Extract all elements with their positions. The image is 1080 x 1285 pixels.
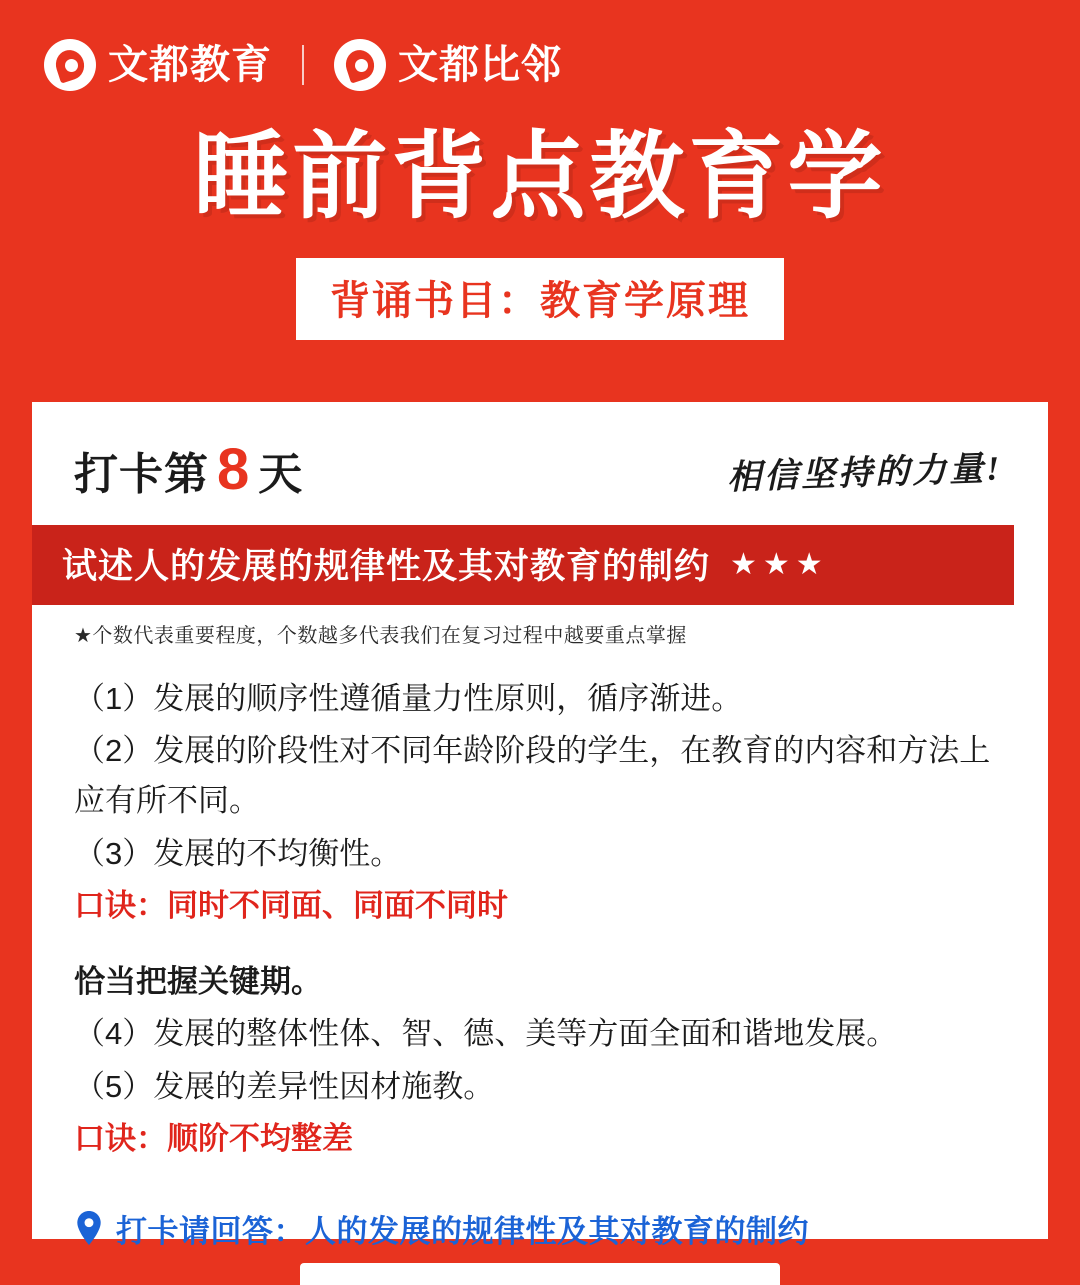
body-line: （4）发展的整体性体、智、德、美等方面全面和谐地发展。 xyxy=(74,1016,898,1052)
bottom-strip xyxy=(300,1263,780,1285)
day-counter xyxy=(74,436,303,503)
question-text: 试述人的发展的规律性及其对教育的制约 xyxy=(62,547,711,586)
brand-primary-label: 文都教育 xyxy=(108,43,272,87)
mnemonic-1-text: 同时不同面、同面不同时 xyxy=(167,887,508,923)
checkin-question: 人的发展的规律性及其对教育的制约 xyxy=(305,1213,809,1249)
card-header xyxy=(32,402,1048,521)
importance-stars: ★★★ xyxy=(730,547,829,581)
subtitle-badge: 背诵书目：教育学原理 xyxy=(296,258,784,340)
mnemonic-line-1 xyxy=(74,881,1000,931)
mnemonic-2-text: 顺阶不均整差 xyxy=(167,1120,353,1156)
body-line: （3）发展的不均衡性。 xyxy=(74,835,402,871)
mnemonic-line-2 xyxy=(74,1114,1000,1164)
brand-secondary-label: 文都比邻 xyxy=(398,43,562,87)
checkin-label: 打卡请回答： xyxy=(116,1213,305,1249)
importance-note: ★个数代表重要程度，个数越多代表我们在复习过程中越要重点掌握 xyxy=(74,625,687,647)
day-suffix: 天 xyxy=(258,450,304,499)
body-line: （1）发展的顺序性遵循量力性原则，循序渐进。 xyxy=(74,681,743,716)
question-banner xyxy=(32,525,1014,605)
title-block xyxy=(0,124,1080,340)
mnemonic-2-label: 口诀： xyxy=(74,1120,167,1156)
brand-bar xyxy=(0,0,1080,100)
day-number: 8 xyxy=(217,437,251,502)
slogan-text: 相信坚持的力量! xyxy=(726,450,1003,497)
checkin-answer-prompt xyxy=(32,1166,1048,1251)
brand-primary xyxy=(44,39,272,91)
day-prefix: 打卡第 xyxy=(74,450,209,499)
brand-secondary xyxy=(334,39,562,91)
brand-divider xyxy=(302,45,304,85)
wendu-logo-icon xyxy=(44,39,96,91)
mnemonic-1-label: 口诀： xyxy=(74,887,167,923)
body-line: （2）发展的阶段性对不同年龄阶段的学生，在教育的内容和方法上应有所不同。 xyxy=(74,733,991,819)
content-card xyxy=(32,402,1048,1249)
page-title: 睡前背点教育学 xyxy=(193,124,887,230)
wendu-bilin-logo-icon xyxy=(334,39,386,91)
location-pin-icon xyxy=(76,1211,102,1245)
key-period-line: 恰当把握关键期。 xyxy=(74,964,322,1000)
body-line: （5）发展的差异性因材施教。 xyxy=(74,1068,495,1104)
answer-body xyxy=(32,648,1048,1164)
